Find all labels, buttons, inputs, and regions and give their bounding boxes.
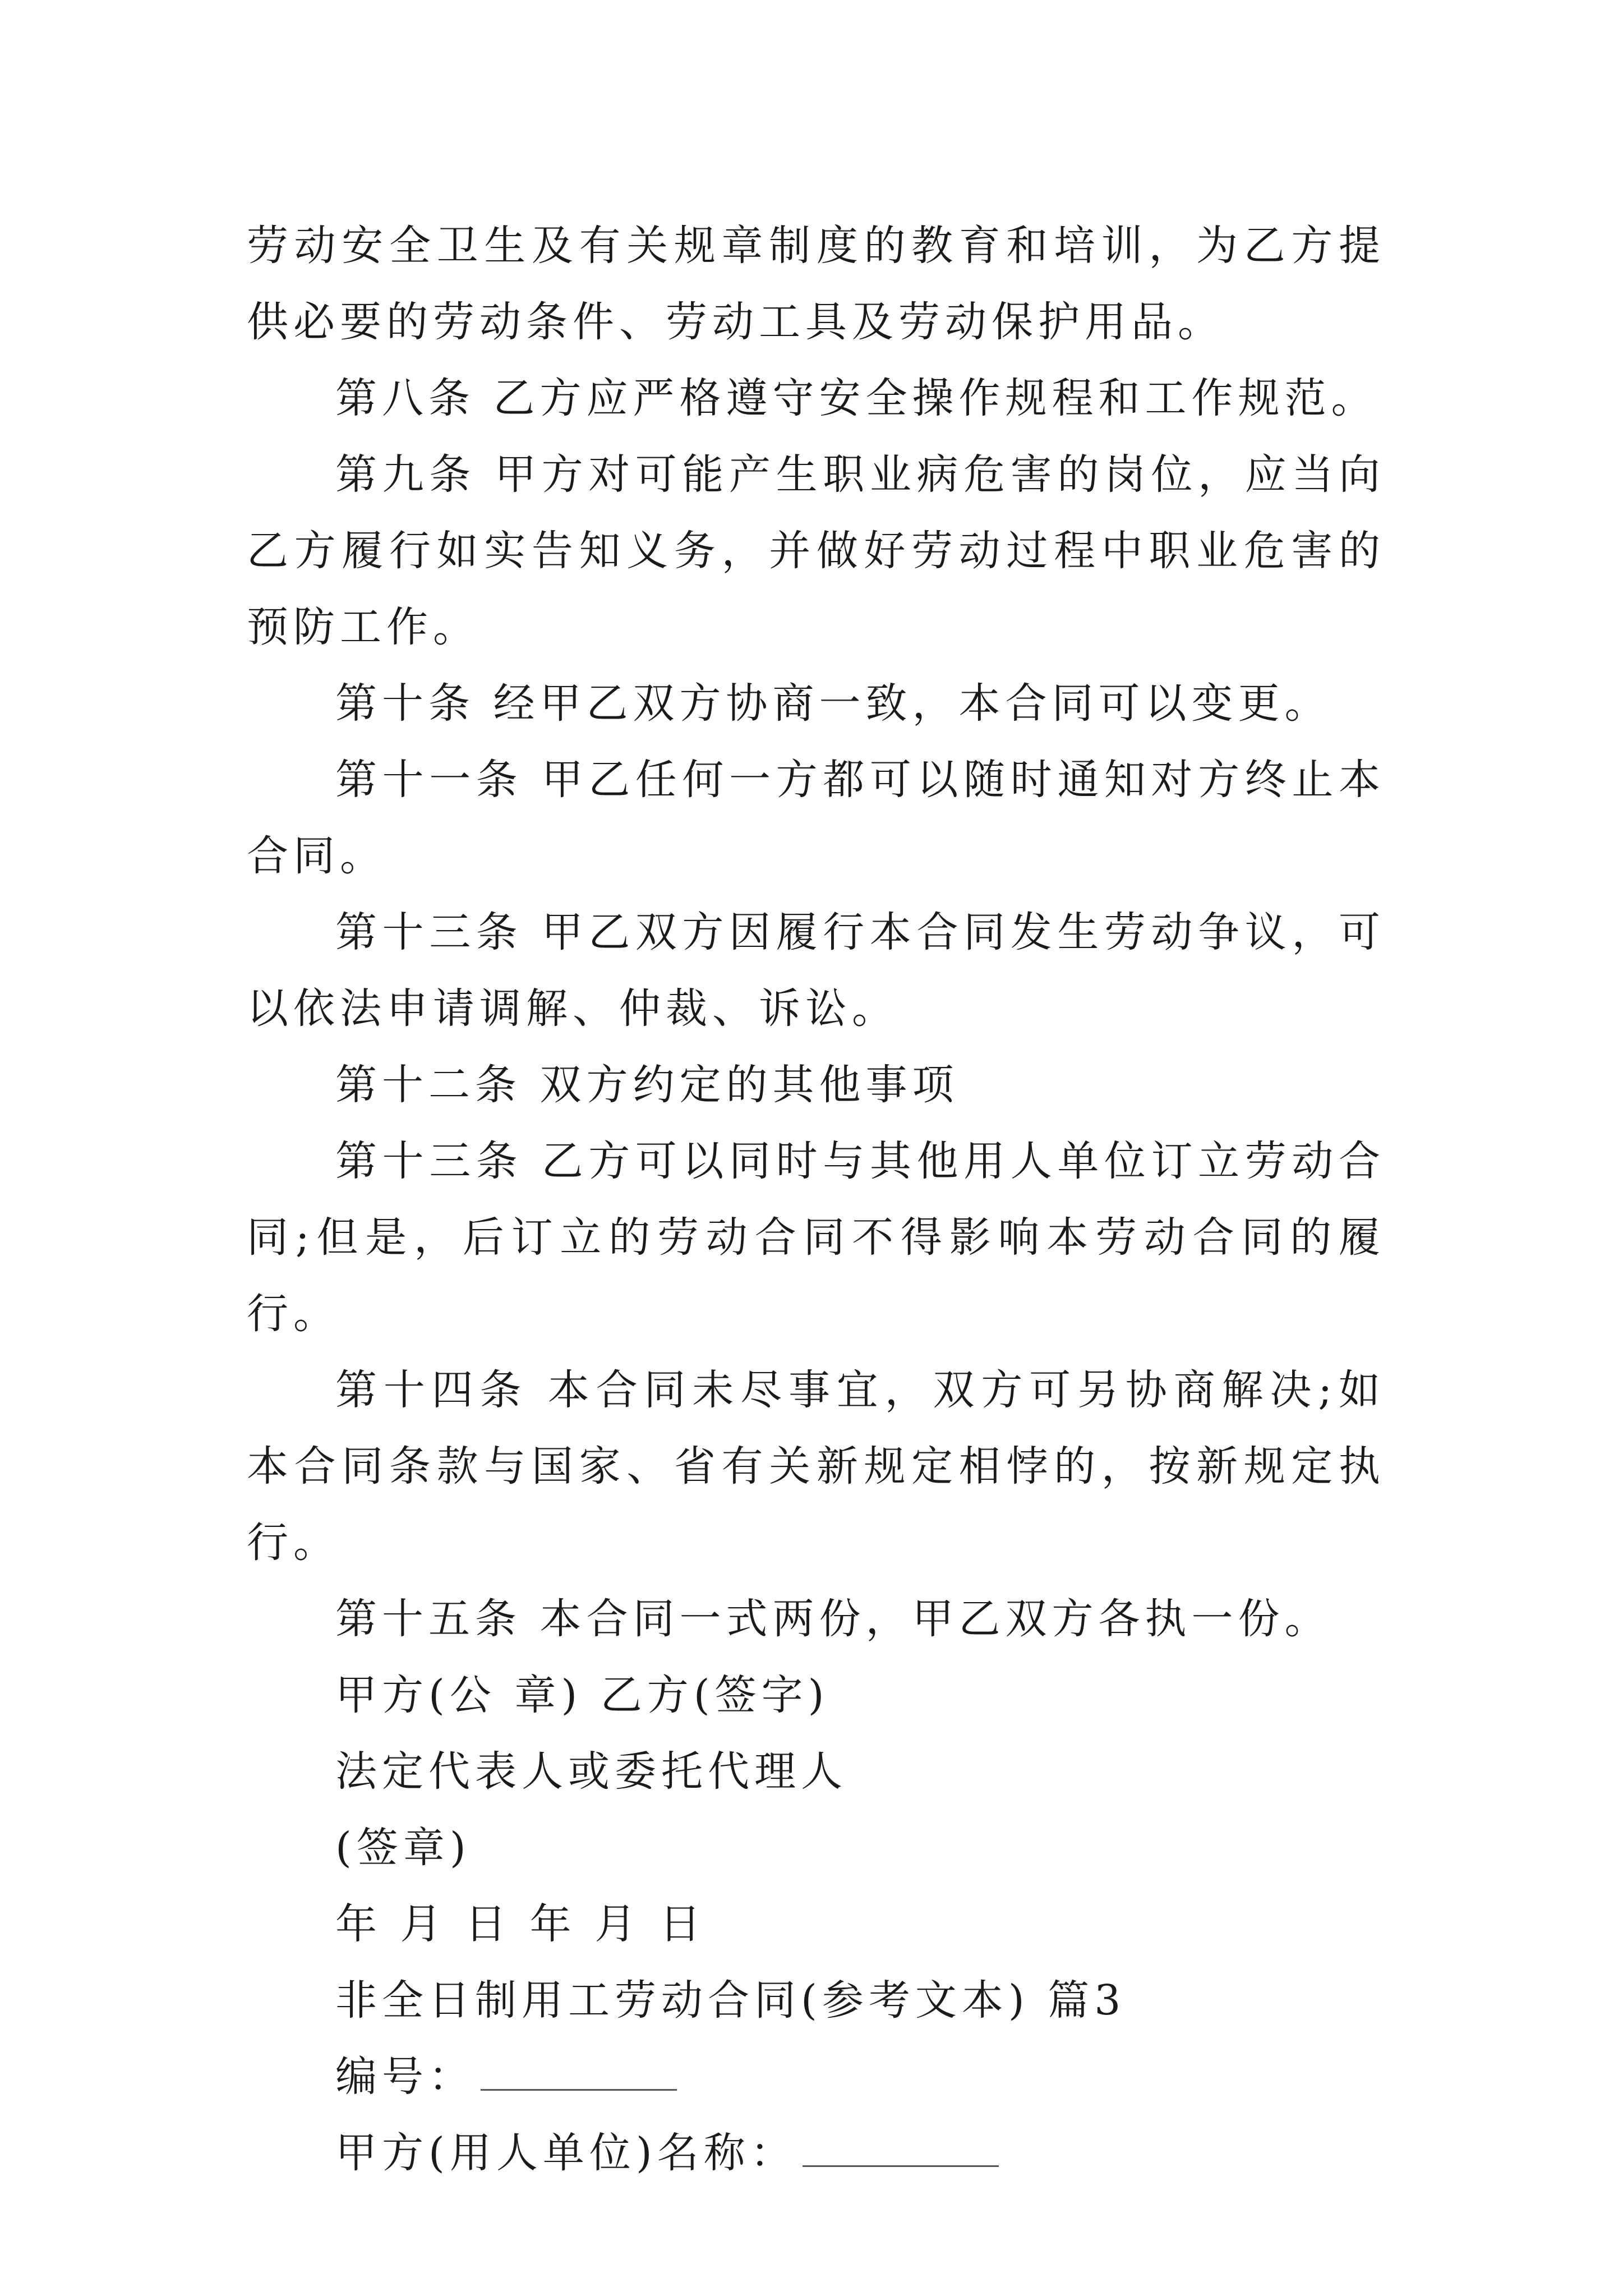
date-line: 年 月 日 年 月 日 [335,1900,706,1948]
paragraph-article-13b: 第十三条 乙方可以同时与其他用人单位订立劳动合同;但是，后订立的劳动合同不得影响本劳动合同的履行。 [247,1137,1385,1338]
paragraph-article-8: 第八条 乙方应严格遵守安全操作规程和工作规范。 [335,374,1378,422]
paragraph-article-12: 第十二条 双方约定的其他事项 [335,1061,959,1109]
paragraph-article-10: 第十条 经甲乙双方协商一致，本合同可以变更。 [335,679,1331,728]
contract-title: 非全日制用工劳动合同(参考文本) 篇3 [335,1976,1126,2024]
employer-field-label: 甲方(用人单位)名称： [335,2129,797,2177]
number-field-blank[interactable] [481,2054,677,2091]
paragraph-article-13a: 第十三条 甲乙双方因履行本合同发生劳动争议，可以依法申请调解、仲裁、诉讼。 [247,908,1385,1033]
document-page [247,208,1385,2191]
paragraph-article-11: 第十一条 甲乙任何一方都可以随时通知对方终止本合同。 [247,756,1385,880]
paragraph-article-14: 第十四条 本合同未尽事宜，双方可另协商解决;如本合同条款与国家、省有关新规定相悖的，按新规定执行。 [247,1366,1385,1567]
number-field-row [247,2039,1385,2115]
seal-line: (签章) [335,1824,471,1872]
paragraph-article-9: 第九条 甲方对可能产生职业病危害的岗位，应当向乙方履行如实告知义务，并做好劳动过程中职业危害的预防工作。 [247,450,1385,651]
employer-field-row [247,2115,1385,2191]
legal-representative-line: 法定代表人或委托代理人 [335,1747,847,1796]
employer-field-blank[interactable] [803,2131,999,2167]
signature-parties-line: 甲方(公 章) 乙方(签字) [335,1671,829,1719]
paragraph-article-15: 第十五条 本合同一式两份，甲乙双方各执一份。 [335,1595,1331,1643]
paragraph-training: 劳动安全卫生及有关规章制度的教育和培训，为乙方提供必要的劳动条件、劳动工具及劳动保护用品。 [247,222,1385,346]
number-field-label: 编号： [335,2053,475,2101]
